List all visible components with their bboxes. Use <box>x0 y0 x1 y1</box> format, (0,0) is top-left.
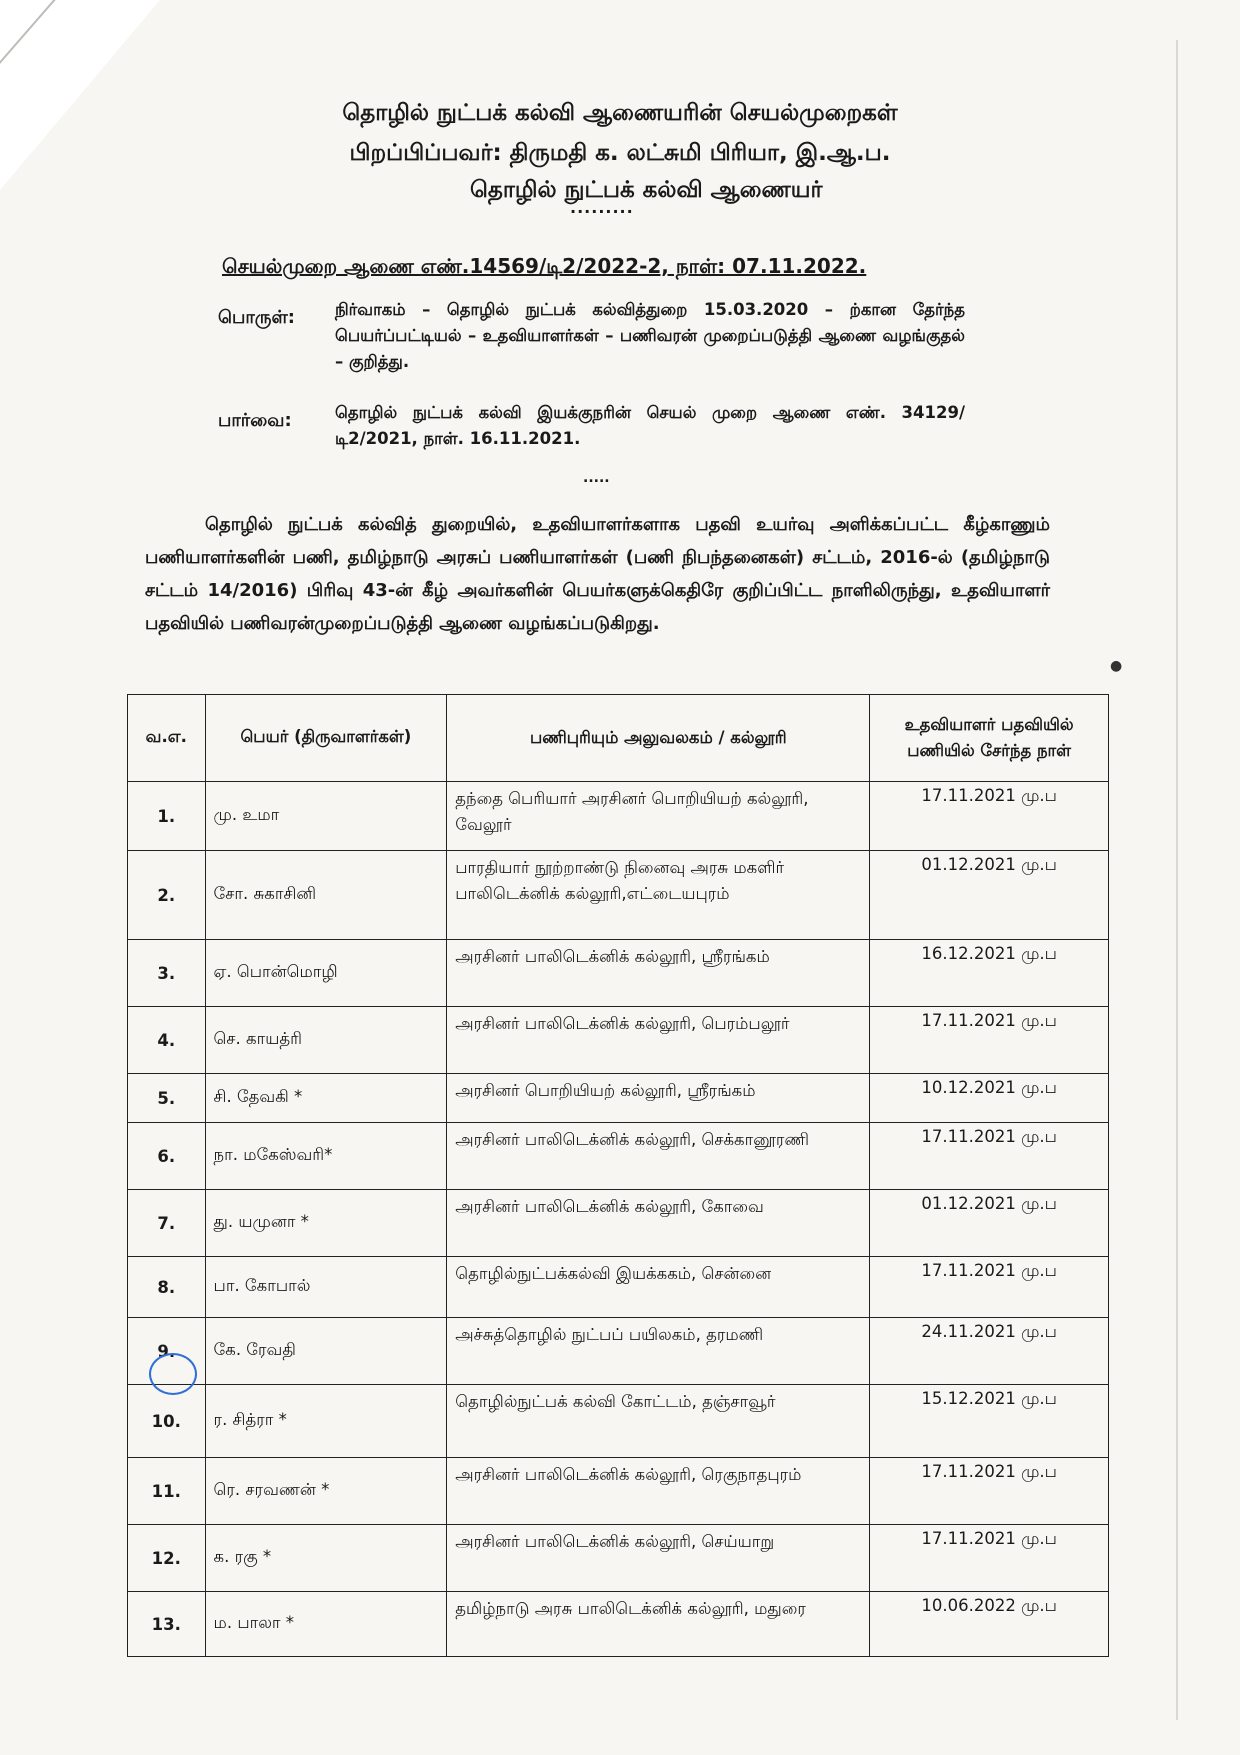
row-name: து. யமுனா * <box>205 1190 447 1257</box>
row-number: 6. <box>128 1123 206 1190</box>
row-office: தமிழ்நாடு அரசு பாலிடெக்னிக் கல்லூரி, மதுரை <box>447 1592 870 1657</box>
stray-dot: ● <box>1110 658 1123 674</box>
table-row <box>128 1318 1109 1385</box>
row-number: 5. <box>128 1074 206 1123</box>
row-date: 15.12.2021 மு.ப <box>870 1385 1109 1458</box>
row-date: 17.11.2021 மு.ப <box>870 1458 1109 1525</box>
row-date: 17.11.2021 மு.ப <box>870 1123 1109 1190</box>
col-header-no: வ.எ. <box>128 695 206 782</box>
row-date: 24.11.2021 மு.ப <box>870 1318 1109 1385</box>
row-office: அரசினர் பொறியியற் கல்லூரி, ஸ்ரீரங்கம் <box>447 1074 870 1123</box>
table-row <box>128 1458 1109 1525</box>
header-separator: ......... <box>570 198 634 217</box>
col-header-date: உதவியாளர் பதவியில் பணியில் சேர்ந்த நாள் <box>870 695 1109 782</box>
row-name: சோ. சுகாசினி <box>205 851 447 940</box>
row-number: 10. <box>128 1385 206 1458</box>
reference-label: பார்வை: <box>218 410 292 431</box>
col-header-name: பெயர் (திருவாளர்கள்) <box>205 695 447 782</box>
row-number: 9. <box>128 1318 206 1385</box>
row-office: அரசினர் பாலிடெக்னிக் கல்லூரி, கோவை <box>447 1190 870 1257</box>
row-date: 10.12.2021 மு.ப <box>870 1074 1109 1123</box>
table-row <box>128 940 1109 1007</box>
row-name: மு. உமா <box>205 782 447 851</box>
table-row <box>128 851 1109 940</box>
table-row <box>128 1123 1109 1190</box>
table-row <box>128 1385 1109 1458</box>
table-row <box>128 1525 1109 1592</box>
table-row <box>128 782 1109 851</box>
row-office: அரசினர் பாலிடெக்னிக் கல்லூரி, செய்யாறு <box>447 1525 870 1592</box>
row-name: கே. ரேவதி <box>205 1318 447 1385</box>
section-separator: ..... <box>583 470 610 486</box>
row-date: 17.11.2021 மு.ப <box>870 1257 1109 1318</box>
row-office: அரசினர் பாலிடெக்னிக் கல்லூரி, பெரம்பலூர் <box>447 1007 870 1074</box>
table-row <box>128 1257 1109 1318</box>
staff-table <box>127 694 1109 1657</box>
row-office: தொழில்நுட்பக் கல்வி கோட்டம், தஞ்சாவூர் <box>447 1385 870 1458</box>
row-number: 13. <box>128 1592 206 1657</box>
row-number: 12. <box>128 1525 206 1592</box>
subject-text: நிர்வாகம் – தொழில் நுட்பக் கல்வித்துறை 15.03.2020 – ற்கான தேர்ந்த பெயர்ப்பட்டியல் – உதவியாளர்கள் – பணிவரன் முறைப்படுத்தி ஆணை வழங்குதல் – குறித்து. <box>335 300 965 371</box>
row-office: பாரதியார் நூற்றாண்டு நினைவு அரசு மகளிர் பாலிடெக்னிக் கல்லூரி,எட்டையபுரம் <box>447 851 870 940</box>
row-name: ர. சித்ரா * <box>205 1385 447 1458</box>
row-office: தந்தை பெரியார் அரசினர் பொறியியற் கல்லூரி, வேலூர் <box>447 782 870 851</box>
header-designation: தொழில் நுட்பக் கல்வி ஆணையர் <box>470 177 823 203</box>
row-name: பா. கோபால் <box>205 1257 447 1318</box>
row-name: ரெ. சரவணன் * <box>205 1458 447 1525</box>
row-office: அரசினர் பாலிடெக்னிக் கல்லூரி, ஸ்ரீரங்கம் <box>447 940 870 1007</box>
table-row <box>128 1592 1109 1657</box>
row-date: 16.12.2021 மு.ப <box>870 940 1109 1007</box>
order-paragraph: தொழில் நுட்பக் கல்வித் துறையில், உதவியாளர்களாக பதவி உயர்வு அளிக்கப்பட்ட கீழ்காணும் பணியாளர்களின் பணி, தமிழ்நாடு அரசுப் பணியாளர்கள் (பணி நிபந்தனைகள்) சட்டம், 2016-ல் (தமிழ்நாடு சட்டம் 14/2016) பிரிவு 43-ன் கீழ் அவர்களின் பெயர்களுக்கெதிரே குறிப்பிட்ட நாளிலிருந்து, உதவியாளர் பதவியில் பணிவரன்முறைப்படுத்தி ஆணை வழங்கப்படுகிறது. <box>145 514 1050 634</box>
row-name: செ. காயத்ரி <box>205 1007 447 1074</box>
row-number: 1. <box>128 782 206 851</box>
row-office: அச்சுத்தொழில் நுட்பப் பயிலகம், தரமணி <box>447 1318 870 1385</box>
row-name: க. ரகு * <box>205 1525 447 1592</box>
row-number: 7. <box>128 1190 206 1257</box>
row-number: 3. <box>128 940 206 1007</box>
header-title: தொழில் நுட்பக் கல்வி ஆணையரின் செயல்முறைகள் <box>342 100 898 126</box>
header-issuer: பிறப்பிப்பவர்: திருமதி க. லட்சுமி பிரியா, இ.ஆ.ப. <box>349 140 891 166</box>
table-row <box>128 1190 1109 1257</box>
row-name: சி. தேவகி * <box>205 1074 447 1123</box>
row-date: 10.06.2022 மு.ப <box>870 1592 1109 1657</box>
order-reference: செயல்முறை ஆணை எண்.14569/டி2/2022-2, நாள்: 07.11.2022. <box>222 254 867 278</box>
col-header-office: பணிபுரியும் அலுவலகம் / கல்லூரி <box>447 695 870 782</box>
table-row <box>128 1074 1109 1123</box>
row-date: 17.11.2021 மு.ப <box>870 1007 1109 1074</box>
row-number: 8. <box>128 1257 206 1318</box>
table-row <box>128 1007 1109 1074</box>
row-date: 17.11.2021 மு.ப <box>870 1525 1109 1592</box>
row-name: ம. பாலா * <box>205 1592 447 1657</box>
row-office: அரசினர் பாலிடெக்னிக் கல்லூரி, செக்கானூரணி <box>447 1123 870 1190</box>
row-number: 2. <box>128 851 206 940</box>
table-header-row <box>128 695 1109 782</box>
row-date: 01.12.2021 மு.ப <box>870 851 1109 940</box>
row-office: தொழில்நுட்பக்கல்வி இயக்ககம், சென்னை <box>447 1257 870 1318</box>
row-number: 4. <box>128 1007 206 1074</box>
row-name: நா. மகேஸ்வரி* <box>205 1123 447 1190</box>
row-date: 01.12.2021 மு.ப <box>870 1190 1109 1257</box>
row-name: ஏ. பொன்மொழி <box>205 940 447 1007</box>
reference-text: தொழில் நுட்பக் கல்வி இயக்குநரின் செயல் முறை ஆணை எண். 34129/டி2/2021, நாள். 16.11.2021. <box>335 403 965 448</box>
page-edge-line <box>1176 40 1178 1720</box>
row-office: அரசினர் பாலிடெக்னிக் கல்லூரி, ரெகுநாதபுரம் <box>447 1458 870 1525</box>
row-date: 17.11.2021 மு.ப <box>870 782 1109 851</box>
pen-circle-annotation <box>149 1353 197 1395</box>
subject-label: பொருள்: <box>218 307 295 328</box>
row-number: 11. <box>128 1458 206 1525</box>
